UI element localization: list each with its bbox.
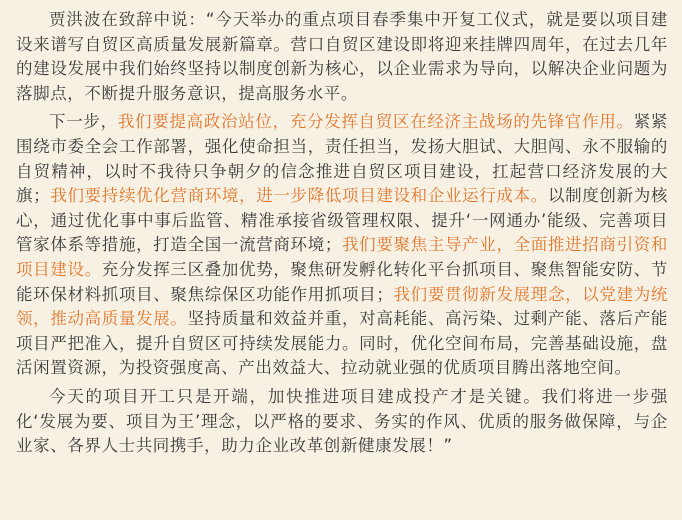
paragraph-opening-remarks (16, 8, 668, 106)
text-segment: 充分发挥三区叠加优势，聚焦研发孵化转化平台抓项目、聚焦智能安防、节能环保材料抓项目、聚焦综保区功能作用抓项目； (16, 259, 668, 304)
text-segment: 贾洪波在致辞中说：“今天举办的重点项目春季集中开复工仪式，就是要以项目建设来谱写自贸区高质量发展新篇章。营口自贸区建设即将迎来挂牌四周年，在过去几年的建设发展中我们始终坚持以制度创新为核心，以企业需求为导向，以解决企业问题为落脚点，不断提升服务意识，提高服务水平。 (16, 10, 668, 103)
paragraph-next-steps (16, 110, 668, 381)
text-segment: 今天的项目开工只是开端，加快推进项目建成投产才是关键。我们将进一步强化‘发展为要、项目为王’理念，以严格的要求、务实的作风、优质的服务做保障，与企业家、各界人士共同携手，助力企业改革创新健康发展！” (16, 386, 668, 456)
highlighted-text: 我们要贯彻新发展理念，以党建为统领，推动高质量发展。 (16, 284, 668, 329)
text-segment: 以制度创新为核心，通过优化事中事后监管、精准承接省级管理权限、提升‘一网通办’能级、完善项目管家体系等措施，打造全国一流营商环境； (16, 186, 669, 255)
highlighted-text: 我们要持续优化营商环境，进一步降低项目建设和企业运行成本。 (50, 186, 548, 206)
highlighted-text: 我们要提高政治站位，充分发挥自贸区在经济主战场的先锋官作用。 (117, 112, 634, 132)
paragraph-closing-remarks (16, 385, 668, 459)
text-segment: 下一步， (49, 112, 118, 132)
text-segment: 坚持质量和效益并重，对高耗能、高污染、过剩产能、落后产能项目严把准入，提升自贸区可持续发展能力。同时，优化空间布局，完善基础设施，盘活闲置资源，为投资强度高、产出效益大、拉动就业强的优质项目腾出落地空间。 (16, 309, 668, 378)
highlighted-text: 我们要聚焦主导产业，全面推进招商引资和项目建设。 (16, 235, 668, 279)
text-segment: 紧紧围绕市委全会工作部署，强化使命担当，责任担当，发扬大胆试、大胆闯、永不服输的自贸精神，以时不我待只争朝夕的信念推进自贸区项目建设，扛起营口经济发展的大旗； (16, 112, 669, 206)
